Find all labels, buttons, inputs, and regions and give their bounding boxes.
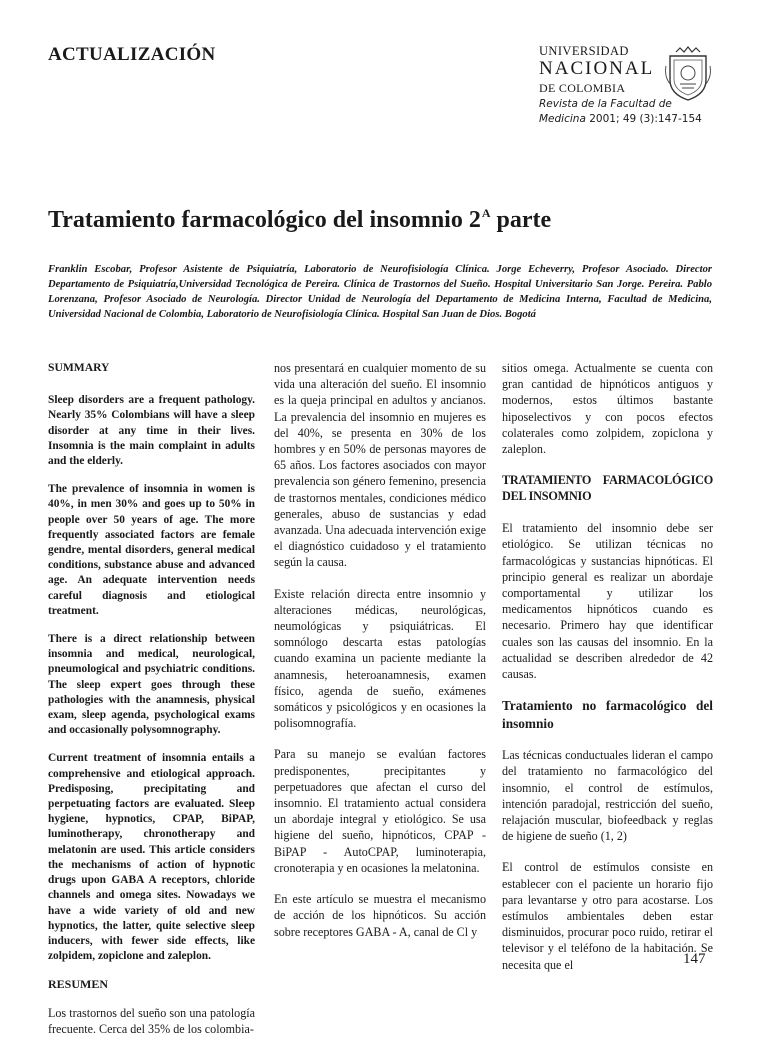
summary-paragraph: The prevalence of insomnia in women is 40%, in men 30% and goes up to 50% in people over 50 years of age. The more frequently associated factors are female gendre, mental disorders, general medical conditions, substance abuse and advanced age. An adequate intervention needs careful diagnosis and etiological treatment.	[48, 483, 255, 617]
article-title	[48, 206, 551, 234]
body-paragraph: El tratamiento del insomnio debe ser etiológico. Se utilizan técnicas no farmacológicas y sustancias hipnóticas. El principio general es realizar un abordaje comportamental y utilizar los medicamentos hipnóticos cuando es necesario. Primero hay que identificar cuales son las causas del insomnio. En la actualidad se describen alrededor de 42 causas.	[502, 521, 713, 682]
university-name-line2: NACIONAL	[539, 58, 655, 79]
body-paragraph: En este artículo se muestra el mecanismo de acción de los hipnóticos. Su acción sobre receptores GABA - A, canal de Cl y	[274, 892, 486, 939]
column-3	[502, 360, 713, 988]
resumen-body	[48, 1005, 255, 1037]
body-paragraph: El control de estímulos consiste en establecer con el paciente un horario fijo para levantarse y otro para acostarse. Los estímulos ambientales deben estar disminuidos, procurar poco ruido, retirar el televisor y el teléfono de la habitación. Se necesita que el	[502, 860, 713, 972]
body-paragraph: Existe relación directa entre insomnio y alteraciones médicas, neurológicas, neumológicas y psiquiátricas. El somnólogo descarta estas patologías cuando examina un paciente mediante la anamnesis, heteroanamnesis, examen físico, agenda de sueño, exámenes somáticos y psicológicos y en ocasiones la polisomnografía.	[274, 586, 486, 731]
journal-name: Revista de la Facultad de	[539, 98, 672, 110]
university-logo	[539, 44, 719, 96]
university-name-line1: UNIVERSIDAD	[539, 44, 629, 58]
column-1	[48, 360, 255, 1052]
body-paragraph: nos presentará en cualquier momento de su vida una alteración del sueño. El insomnio es la queja principal en adultos y ancianos. La prevalencia del insomnio en mujeres es del 40%, se presenta en 30% de los hombres y en 50% de personas mayores de 65 años. Los factores asociados con mayor prevalencia son género femenino, presencia de trastornos mentales, condiciones médico generales, abuso de sustancias y edad avanzada. Una adecuada intervención exige el diagnóstico cuidadoso y el tratamiento según la causa.	[274, 361, 486, 570]
university-name-line3: DE COLOMBIA	[539, 81, 626, 95]
journal-citation	[539, 97, 739, 127]
column-2	[274, 360, 486, 955]
citation-prefix: Medicina	[539, 113, 586, 125]
body-paragraph: Para su manejo se evalúan factores predisponentes, precipitantes y perpetuadores que afectan el curso del insomnio. El tratamiento actual considera un abordaje integral y etiológico. Se usa higiene del sueño, hipnóticos, CPAP - BiPAP - AutoCPAP, luminoterapia, cronoterapia y en ocasiones la melatonina.	[274, 747, 486, 875]
title-superscript: A	[481, 206, 491, 220]
title-main: Tratamiento farmacológico del insomnio 2	[48, 207, 481, 233]
page-number: 147	[683, 951, 706, 967]
summary-body	[48, 393, 255, 964]
resumen-paragraph: Los trastornos del sueño son una patología frecuente. Cerca del 35% de los colombia-	[48, 1005, 255, 1036]
summary-paragraph: There is a direct relationship between insomnia and medical, neurological, pneumological and psychiatric conditions. The sleep expert goes through these pathologies with the anamnesis, physical exam, sleep agenda, psychological exams and occasionally polysomnography.	[48, 633, 255, 737]
citation-details: 2001; 49 (3):147-154	[585, 113, 702, 125]
body-paragraph: sitios omega. Actualmente se cuenta con gran cantidad de hipnóticos antiguos y modernos, estos últimos bastante hiposelectivos y con pocos efectos colaterales como zolpidem, zopiclona y zaleplon.	[502, 361, 713, 457]
resumen-heading: RESUMEN	[48, 977, 109, 992]
university-crest-icon	[664, 46, 712, 102]
summary-paragraph: Current treatment of insomnia entails a comprehensive and etiological approach. Predisposing, precipitating and perpetuating factors are evaluated. Sleep hygiene, hypnotics, CPAP, BiPAP, luminotherapy, chronotherapy and melatonin are used. This article considers the mechanisms of action of hypnotic drugs upon GABA A receptors, chloride channels and omega sites. Nowadays we have a wide variety of old and new hypnotics, the latter, quite selective sleep inducers, with fewer side effects, like zolpidem, zopiclone and zaleplon.	[48, 752, 255, 963]
summary-heading: SUMMARY	[48, 361, 110, 374]
body-paragraph: Las técnicas conductuales lideran el campo del tratamiento no farmacológico del insomnio, el control de estímulos, intención paradojal, restricción del sueño, relajación muscular, biofeedback y reglas de higiene de sueño (1, 2)	[502, 748, 713, 844]
summary-paragraph: Sleep disorders are a frequent pathology. Nearly 35% Colombians will have a sleep disorder at any time in their lives. Insomnia is the main complaint in adults and the elderly.	[48, 394, 255, 468]
authors-affiliations: Franklin Escobar, Profesor Asistente de Psiquiatría, Laboratorio de Neurofisiología Clínica. Jorge Echeverry, Profesor Asociado. Director Departamento de Psiquiatría,Universidad Tecnológica de Pereira. Clínica de Trastornos del Sueño. Hospital Universitario San Jorge. Pereira. Pablo Lorenzana, Profesor Asociado de Neurología. Director Unidad de Neurología del Departamento de Medicina Interna, Facultad de Medicina, Universidad Nacional de Colombia, Laboratorio de Neurofisiología Clínica. Hospital San Juan de Dios. Bogotá	[48, 264, 712, 320]
section-label: ACTUALIZACIÓN	[48, 44, 216, 65]
title-end: parte	[490, 207, 552, 233]
section-heading: TRATAMIENTO FARMACOLÓGICO DEL INSOMNIO	[502, 473, 713, 504]
subsection-heading: Tratamiento no farmacológico del insomnio	[502, 698, 713, 732]
